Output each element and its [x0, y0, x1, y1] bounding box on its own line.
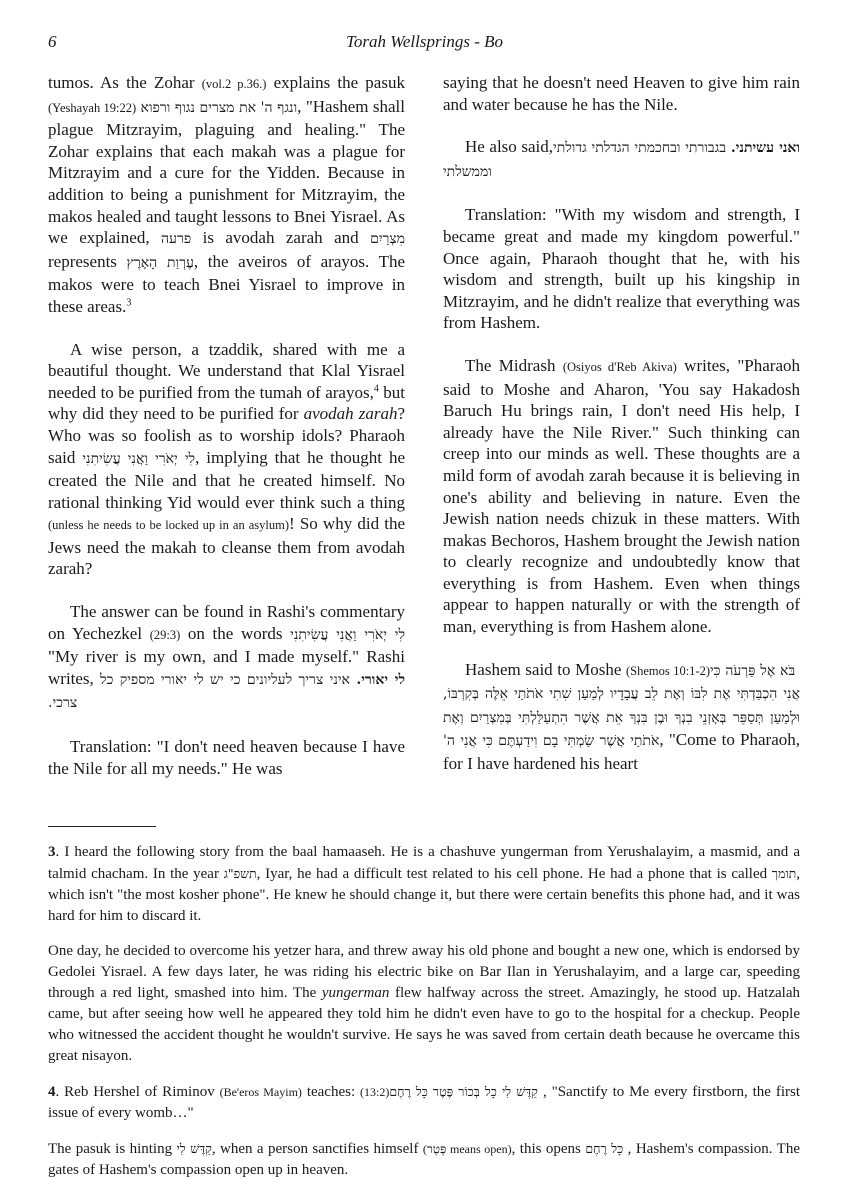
source-ref: (Be'eros Mayim) [219, 1085, 302, 1099]
hebrew-bold: ואני עשיתני. [730, 140, 801, 157]
footnote-3 [48, 842, 800, 927]
running-head: Torah Wellsprings - Bo [346, 32, 503, 51]
hebrew-word: מִצְרַיִם [370, 231, 405, 248]
source-ref: (13:2) [360, 1085, 390, 1099]
hebrew-word: פרעה [161, 231, 192, 248]
page-number: 6 [48, 32, 57, 51]
paragraph [48, 72, 405, 318]
aside: (unless he needs to be locked up in an asylum) [48, 518, 290, 533]
footnote-4 [48, 1081, 800, 1124]
hebrew-quote: בגבורתי ובחכמתי הגדלתי גדולתי וממשלתי [443, 140, 731, 180]
paragraph [443, 136, 800, 183]
text: . I heard the following story from the baal hamaaseh. He is a chashuve yungerman from Yerushalayim, a masmid, and a talmid chacham. In the year [48, 844, 800, 882]
text: tumos. As the Zohar [48, 73, 202, 92]
source-ref: (29:3) [149, 627, 181, 642]
text: , the aveiros of arayos. The makos were to teach Bnei Yisrael to improve in these areas. [48, 251, 405, 316]
text: One day, he decided to overcome his yetzer hara, and threw away his old phone and bought a new one, which is endorsed by Gedolei Yisrael. A few days later, he was riding his electric bike on Bar Ilan in Yerushalayim, and a large car, speeding through a red light, smashed into him. The [48, 943, 800, 1001]
footnote-divider [48, 826, 156, 827]
text: He also said, [465, 137, 554, 157]
footnote-3-continued [48, 941, 800, 1067]
hebrew-word: תשפ"ג [223, 866, 257, 881]
source-ref: (Yeshayah 19:22) [48, 100, 137, 115]
hebrew-word: תומך [771, 866, 797, 881]
hebrew-quote: ונגף ה' את מצרים נגוף ורפוא [140, 99, 298, 116]
text: is avodah zarah and [191, 228, 371, 248]
hebrew-quote: איני צריך לעליונים כי יש לי יאורי מספיק כל צרכי. [48, 671, 357, 712]
text: . Reb Hershel of Riminov [55, 1084, 220, 1100]
text: Translation: "With my wisdom and strength, I became great and made my kingdom powerful." Once again, Pharaoh thought that he, with his wisdom and strength, built up his kingship in Mitzrayim, and he didn't realize that everything was from Hashem. [443, 205, 800, 333]
text: but why did they need to be purified for [48, 382, 405, 424]
text: Translation: "I don't need heaven because I have the Nile for all my needs." He was [48, 737, 405, 778]
paragraph [48, 339, 405, 581]
footnote-number: 4 [48, 1084, 56, 1100]
text: , which isn't "the most kosher phone". He knew he should change it, but there were certain benefits this phone had, and it was hard for him to discard it. [48, 866, 801, 924]
source-ref: (Shemos 10:1-2) [625, 663, 711, 678]
paragraph [48, 601, 405, 715]
text: represents [48, 251, 127, 271]
footnote-4-continued [48, 1138, 800, 1181]
text: "My river is my own, and I made myself." Rashi writes, [48, 647, 405, 688]
text: , "Hashem shall plague Mitzrayim, plaguing and healing." The Zohar explains that each makah was a plague for Mitzrayim and a cure for the Yidden. Because in addition to being a punishment for Mitzrayim, the makos healed and taught lessons to Bnei Yisrael. As we explained, [48, 96, 405, 248]
hebrew-quote: לִי יְאֹרִי וַאֲנִי עֲשִׂיתִנִי [82, 450, 196, 467]
hebrew-quote: לִי יְאֹרִי וַאֲנִי עֲשִׂיתִנִי [290, 626, 405, 643]
hebrew-word: קַדֶּשׁ לִי [176, 1141, 212, 1156]
text: The answer can be found in Rashi's commentary on Yechezkel [48, 602, 405, 643]
aside: (פֶּטֶר means open) [422, 1142, 512, 1156]
paragraph [48, 736, 405, 779]
text: A wise person, a tzaddik, shared with me a beautiful thought. We understand that Klal Yisrael needed to be purified from the tumah of arayos, [48, 339, 405, 402]
text: , when a person sanctifies himself [211, 1141, 423, 1157]
footnote-ref[interactable]: 3 [126, 297, 132, 309]
text: , implying that he thought he created the Nile and that he created himself. No rational thinking Yid would ever think such a thing [48, 447, 406, 512]
page-header [48, 32, 801, 58]
text: flew halfway across the street. Amazingly, he stood up. Hatzalah came, but after seeing how well he appeared they told him he didn't even have to go to the hospital for a checkup. People who witnessed the accident thought he wouldn't survive. He says he was saved from certain death because he overcame this great nisayon. [48, 985, 800, 1064]
paragraph [443, 355, 800, 638]
hebrew-bold: לי יאורי. [356, 671, 406, 688]
text: on the words [180, 623, 291, 643]
right-column [443, 72, 800, 796]
paragraph [443, 204, 800, 334]
text: , "Come to Pharaoh, for I have hardened his heart [443, 730, 800, 774]
text: , this opens [511, 1141, 586, 1157]
paragraph [443, 72, 800, 115]
footnotes [48, 842, 800, 1195]
hebrew-quote: בֹּא אֶל פַּרְעֹה כִּי אֲנִי הִכְבַּדְתִּי אֶת לִבּוֹ וְאֶת לֵב עֲבָדָיו לְמַעַן שִׁתִי אֹתֹתַי אֵלֶּה בְּקִרְבּוֹ, וּלְמַעַן תְּסַפֵּר בְּאָזְנֵי בִנְךָ וּבֶן בִּנְךָ אֵת אֲשֶׁר הִתְעַלַּלְתִּי בְּמִצְרַיִם וְאֶת אֹתֹתַי אֲשֶׁר שַׂמְתִּי בָם וִידַעְתֶּם כִּי אֲנִי ה' [443, 662, 800, 750]
text: writes, "Pharaoh said to Moshe and Aharon, 'You say Hakadosh Baruch Hu brings rain, I don't need His help, I already have the Nile River." Such thinking can creep into our minds as well. These thoughts are a mild form of avodah zarah because it is believing in one's ability and believing in nature. Even the Jewish nation needs chizuk in these matters. With makas Bechoros, Hashem brought the Jewish nation to clearly recognize and undoubtedly know that everything is from Hashem. Even when things appear to happen naturally or with the strength of man, everything is from Hashem alone. [443, 355, 800, 637]
footnote-ref[interactable]: 4 [373, 383, 379, 395]
text: ? Who was so foolish as to worship idols? Pharaoh said [48, 404, 406, 467]
text: saying that he doesn't need Heaven to give him rain and water because he has the Nile. [443, 73, 800, 114]
left-column [48, 72, 405, 800]
text: , Iyar, he had a difficult test related to his cell phone. He had a phone that is called [256, 866, 772, 882]
text: , Hashem's compassion. The gates of Hashem's compassion open up in heaven. [48, 1141, 801, 1178]
source-ref: (Osiyos d'Reb Akiva) [562, 359, 677, 374]
italic-term: yungerman [321, 985, 390, 1001]
hebrew-quote: קַדֶּשׁ לִי כָל בְּכוֹר פֶּטֶר כָּל רֶחֶם [389, 1084, 543, 1099]
text: , "Sanctify to Me every firstborn, the first issue of every womb…" [48, 1084, 801, 1121]
text: teaches: [301, 1084, 361, 1100]
hebrew-word: עֶרְוַת הָאָרֶץ [126, 254, 194, 271]
paragraph [443, 659, 800, 775]
text: The Midrash [465, 355, 563, 375]
footnote-number: 3 [48, 844, 56, 860]
text: Hashem said to Moshe [465, 659, 626, 679]
text: explains the pasuk [266, 73, 405, 92]
source-ref: (vol.2 p.36.) [201, 77, 267, 91]
italic-term: avodah zarah [303, 404, 398, 424]
text: ! So why did the Jews need the makah to cleanse them from avodah zarah? [48, 514, 405, 579]
hebrew-word: כָּל רֶחֶם [585, 1141, 624, 1156]
text: The pasuk is hinting [48, 1141, 177, 1157]
